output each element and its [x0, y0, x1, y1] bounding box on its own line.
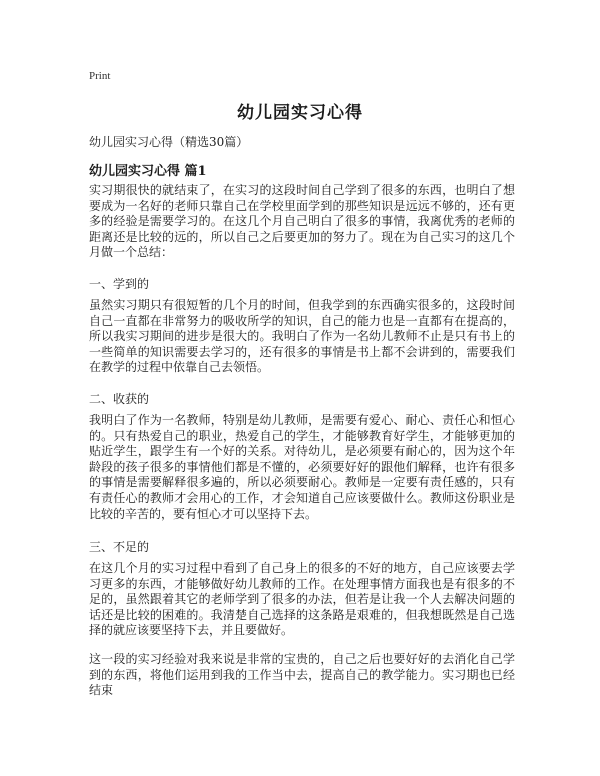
- document-title: 幼儿园实习心得: [237, 103, 363, 123]
- section-title: 幼儿园实习心得 篇1: [89, 164, 207, 179]
- document-subtitle: 幼儿园实习心得（精选30篇）: [89, 135, 249, 149]
- paragraph-gained: 我明白了作为一名教师，特别是幼儿教师，是需要有爱心、耐心、责任心和恒心的。只有热爱自己的职业，热爱自己的学生，才能够教育好学生，才能够更加的贴近学生，跟学生有一个好的关系。对待幼儿，是必须要有耐心的，因为这个年龄段的孩子很多的事情他们都是不懂的，必须要好好的跟他们解释，也许有很多的事情是需要解释很多遍的，所以必须要耐心。教师是一定要有责任感的，只有有责任心的教师才会用心的工作，才会知道自己应该要做什么。教师这份职业是比较的辛苦的，要有恒心才可以坚持下去。: [89, 413, 515, 521]
- paragraph-conclusion: 这一段的实习经验对我来说是非常的宝贵的，自己之后也要好好的去消化自己学到的东西，将他们运用到我的工作当中去，提高自己的教学能力。实习期也已经结束: [89, 652, 515, 698]
- heading-learned: 一、学到的: [89, 277, 150, 291]
- heading-shortcomings: 三、不足的: [89, 540, 150, 554]
- heading-gained: 二、收获的: [89, 392, 150, 406]
- paragraph-shortcomings: 在这几个月的实习过程中看到了自己身上的很多的不好的地方，自己应该要去学习更多的东西，才能够做好幼儿教师的工作。在处理事情方面我也是有很多的不足的，虽然跟着其它的老师学到了很多的办法，但若是让我一个人去解决问题的话还是比较的困难的。我清楚自己选择的这条路是艰难的，但我想既然是自己选择的就应该要坚持下去，并且要做好。: [89, 561, 515, 638]
- print-label: Print: [89, 70, 111, 82]
- paragraph-learned: 虽然实习期只有很短暂的几个月的时间，但我学到的东西确实很多的，这段时间自己一直都在非常努力的吸收所学的知识，自己的能力也是一直都有在提高的，所以我实习期间的进步是很大的。我明白了作为一名幼儿教师不止是只有书上的一些简单的知识需要去学习的，还有很多的事情是书上都不会讲到的，需要我们在教学的过程中依靠自己去领悟。: [89, 298, 515, 375]
- intro-paragraph: 实习期很快的就结束了，在实习的这段时间自己学到了很多的东西，也明白了想要成为一名好的老师只靠自己在学校里面学到的那些知识是远远不够的，还有更多的经验是需要学习的。在这几个月自己明白了很多的事情，我离优秀的老师的距离还是比较的远的，所以自己之后要更加的努力了。现在为自己实习的这几个月做一个总结：: [89, 183, 515, 260]
